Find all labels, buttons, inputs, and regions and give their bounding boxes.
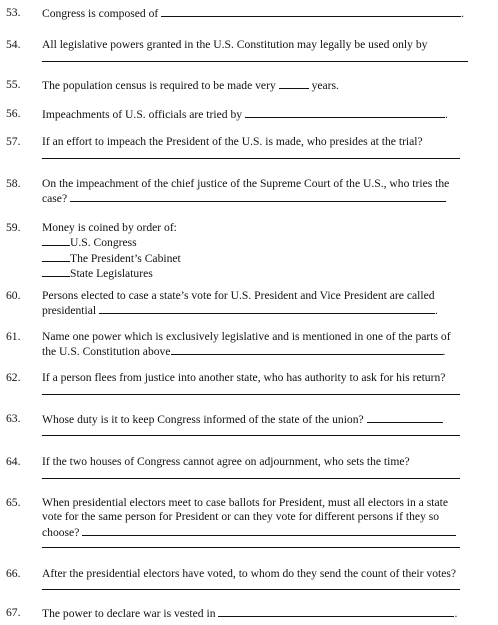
answer-line[interactable] bbox=[245, 107, 445, 118]
question-text: All legislative powers granted in the U.S. Constitution may legally be used only by bbox=[42, 38, 428, 51]
answer-line[interactable] bbox=[42, 478, 460, 479]
question-number: 54. bbox=[6, 38, 21, 51]
question-text: If a person flees from justice into another state, who has authority to ask for his return? bbox=[42, 371, 446, 384]
answer-line[interactable] bbox=[99, 303, 435, 314]
answer-line[interactable] bbox=[42, 394, 460, 395]
question-number: 59. bbox=[6, 221, 21, 234]
question-text: On the impeachment of the chief justice of the Supreme Court of the U.S., who tries the bbox=[42, 177, 450, 190]
question-number: 60. bbox=[6, 289, 21, 302]
option-state-legislatures[interactable]: State Legislatures bbox=[42, 266, 478, 281]
option-cabinet[interactable]: The President’s Cabinet bbox=[42, 251, 478, 266]
question-text: When presidential electors meet to case ballots for President, must all electors in a state bbox=[42, 496, 448, 509]
question-text: Whose duty is it to keep Congress informed of the state of the union? bbox=[42, 413, 364, 426]
question-text: If the two houses of Congress cannot agree on adjournment, who sets the time? bbox=[42, 455, 410, 468]
question-number: 56. bbox=[6, 107, 21, 120]
answer-line[interactable] bbox=[367, 412, 443, 423]
question-text: Name one power which is exclusively legislative and is mentioned in one of the parts of bbox=[42, 330, 451, 343]
question-number: 67. bbox=[6, 606, 21, 619]
question-text: Persons elected to case a state’s vote for U.S. President and Vice President are called bbox=[42, 289, 435, 302]
answer-line[interactable] bbox=[42, 158, 460, 159]
answer-line[interactable] bbox=[161, 6, 461, 17]
question-text: Congress is composed of bbox=[42, 7, 159, 20]
answer-line[interactable] bbox=[42, 547, 460, 548]
question-number: 61. bbox=[6, 330, 21, 343]
answer-line[interactable] bbox=[171, 344, 443, 355]
checkbox-blank[interactable] bbox=[42, 235, 70, 246]
answer-line[interactable] bbox=[70, 191, 446, 202]
question-number: 63. bbox=[6, 412, 21, 425]
question-text: Money is coined by order of: bbox=[42, 221, 177, 234]
question-number: 66. bbox=[6, 567, 21, 580]
question-text: The population census is required to be made very bbox=[42, 79, 276, 92]
question-text: If an effort to impeach the President of the U.S. is made, who presides at the trial? bbox=[42, 135, 423, 148]
answer-line[interactable] bbox=[42, 435, 460, 436]
checkbox-blank[interactable] bbox=[42, 251, 70, 262]
question-number: 64. bbox=[6, 455, 21, 468]
question-number: 62. bbox=[6, 371, 21, 384]
question-number: 57. bbox=[6, 135, 21, 148]
question-number: 65. bbox=[6, 496, 21, 509]
answer-line[interactable] bbox=[218, 606, 454, 617]
answer-line[interactable] bbox=[42, 589, 460, 590]
question-text: The power to declare war is vested in bbox=[42, 607, 216, 620]
question-text: Impeachments of U.S. officials are tried by bbox=[42, 108, 243, 121]
checkbox-blank[interactable] bbox=[42, 266, 70, 277]
answer-line[interactable] bbox=[82, 525, 456, 536]
option-congress[interactable]: U.S. Congress bbox=[42, 235, 478, 250]
answer-line[interactable] bbox=[42, 61, 468, 62]
question-number: 53. bbox=[6, 6, 21, 19]
question-number: 58. bbox=[6, 177, 21, 190]
answer-blank[interactable] bbox=[279, 78, 309, 89]
question-number: 55. bbox=[6, 78, 21, 91]
question-text: After the presidential electors have voted, to whom do they send the count of their votes? bbox=[42, 567, 457, 580]
